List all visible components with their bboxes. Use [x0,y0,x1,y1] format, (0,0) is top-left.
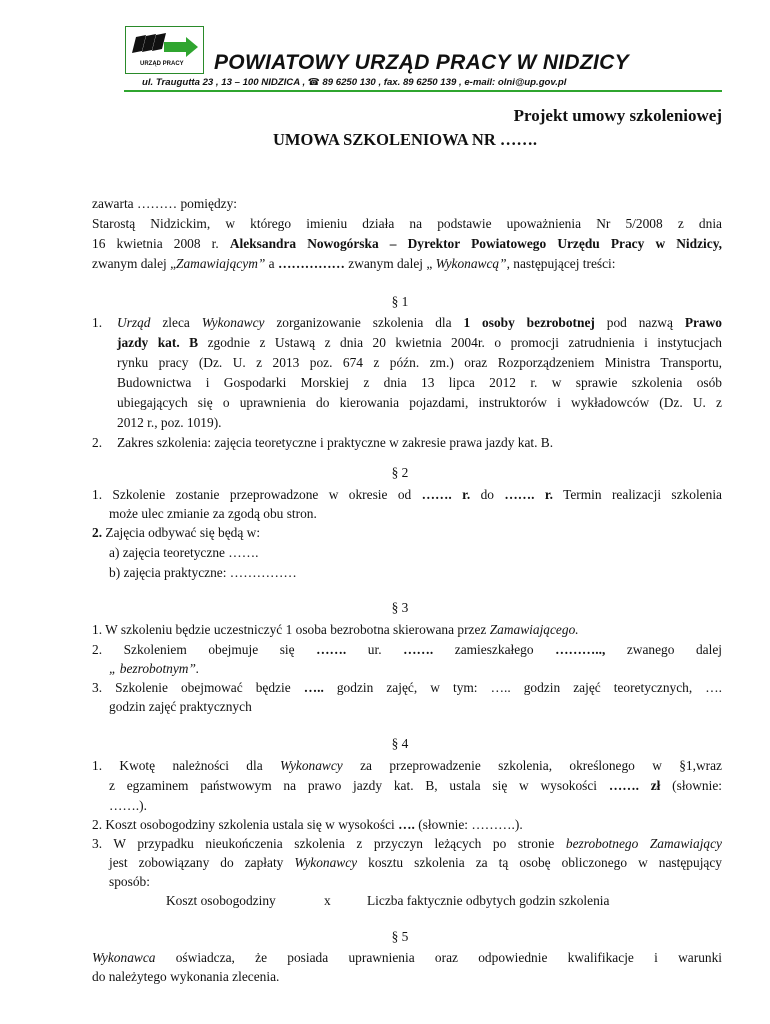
formula-hour-cost: Koszt osobogodziny [166,893,276,908]
s1-item-2: Zakres szkolenia: zajęcia teoretyczne i praktyczne w zakresie prawa jazdy kat. B. [117,435,554,450]
text: kosztu szkolenia za tą osobę obliczonego w następujący [357,855,722,870]
term-contractor: Wykonawca [92,950,156,965]
intro-line-3 [92,234,722,254]
term-unemployed: „ bezrobotnym”. [109,661,200,676]
date-blank: ……. r. [421,487,471,502]
s3-item-1 [92,620,579,640]
text: Termin realizacji szkolenia [552,487,722,502]
s5-line-2: do należytego wykonania zlecenia. [92,969,280,984]
intro-text: zwanym dalej „ [344,256,436,271]
section-2-heading: § 2 [391,465,409,480]
org-name: POWIATOWY URZĄD PRACY W NIDZICY [214,51,629,74]
contract-title: UMOWA SZKOLENIOWA NR ……. [272,130,538,149]
text: (słownie: ……….). [414,817,523,832]
s3-item-3-line-1 [92,678,722,698]
text: 1. Kwotę należności dla [92,758,281,773]
section-5-heading: § 5 [391,929,409,944]
s3-item-3-line-2: godzin zajęć praktycznych [109,699,252,714]
s4-item-1-line-2 [109,776,722,796]
intro-blank: …………… [277,256,345,271]
s5-line-1 [92,948,722,968]
text: 2. Koszt osobogodziny szkolenia ustala się w wysokości [92,817,399,832]
org-address: ul. Traugutta 23 , 13 – 100 NIDZICA , ☎ 89 6250 130 , fax. 89 6250 139 , e-mail: olni@up.gov.pl [142,77,567,88]
text: 1. Szkolenie zostanie przeprowadzone w okresie od [92,487,422,502]
logo-arrows-icon [126,27,203,73]
intro-contractor: Wykonawcą” [435,256,507,271]
term-contractor: Wykonawcy [280,758,343,773]
term-ordering-party: Zamawiającego. [489,622,579,637]
text: zleca [150,315,202,330]
office-logo [125,26,204,74]
s3-item-2-line-2 [109,659,199,679]
blank: ….. [303,680,324,695]
s2-item-1-line-1 [92,485,722,505]
course-name: jazdy kat. B [117,335,199,350]
blank: …. [398,817,415,832]
header-rule [124,90,722,92]
text: pod nazwą [594,315,685,330]
text: Zajęcia odbywać się będą w: [102,525,261,540]
intro-line-4 [92,254,616,274]
text: 3. W przypadku nieukończenia szkolenia z przyczyn leżących po stronie [92,836,566,851]
s2-item-2a: a) zajęcia teoretyczne ……. [109,545,259,560]
logo-text: URZĄD PRACY [140,61,184,67]
s1-item-1-line-2 [117,333,722,353]
s1-item-2-number: 2. [92,435,103,450]
blank: ……….., [555,642,606,657]
s2-item-2b: b) zajęcia praktyczne: …………… [109,565,297,580]
text: oświadcza, że posiada uprawnienia oraz odpowiednie kwalifikacje i warunki [155,950,722,965]
text: z egzaminem państwowym na prawo jazdy kat. B, ustala się w wysokości [109,778,609,793]
text: jest zobowiązany do zapłaty [109,855,295,870]
s1-item-1-line-4: Budownictwa i Gospodarki Morskiej z dnia 13 lipca 2012 r. w sprawie szkolenia osób [117,375,722,390]
intro-line-2: Starostą Nidzickim, w którego imieniu działa na podstawie upoważnienia Nr 5/2008 z dnia [92,216,722,231]
text: zorganizowanie szkolenia dla [264,315,464,330]
intro-line-1: zawarta ……… pomiędzy: [92,196,238,211]
term-office: Urząd [117,315,151,330]
section-4-heading: § 4 [391,736,409,751]
term-contractor: Wykonawcy [201,315,265,330]
s4-item-1-line-3: …….). [109,798,147,813]
text: ur. [346,642,404,657]
director-name: Aleksandra Nowogórska – Dyrektor Powiatowego Urzędu Pracy w Nidzicy, [229,236,722,251]
text: 3. Szkolenie obejmować będzie [92,680,304,695]
participants-count: 1 osoby bezrobotnej [463,315,595,330]
text: (słownie: [660,778,723,793]
s4-item-3-line-1 [92,834,722,854]
s4-item-1-line-1 [92,756,722,776]
s2-item-1-line-2: może ulec zmianie za zgodą obu stron. [109,506,317,521]
text: 1. W szkoleniu będzie uczestniczyć 1 osoba bezrobotna skierowana przez [92,622,490,637]
intro-text: , następującej treści: [506,256,616,271]
item-number: 2. [92,525,103,540]
text: za przeprowadzenie szkolenia, określonego w §1,wraz [342,758,722,773]
date-blank: ……. r. [504,487,553,502]
s4-item-2 [92,815,523,835]
text: godzin zajęć, w tym: ….. godzin zajęć teoretycznych, …. [323,680,722,695]
intro-date: 16 kwietnia 2008 r. [92,236,230,251]
s3-item-2-line-1 [92,640,722,660]
text: zwanego dalej [605,642,723,657]
section-1-heading: § 1 [391,294,409,309]
amount-blank: ……. zł [608,778,661,793]
text: zgodnie z Ustawą z dnia 20 kwietnia 2004r. o promocji zatrudnienia i instytucjach [198,335,722,350]
term-contractor: Wykonawcy [294,855,358,870]
blank: ……. [403,642,434,657]
s1-item-1-line-5: ubiegających się o uprawnienia do kierowania pojazdami, instruktorów i wykładowców (Dz. U. z [117,395,722,410]
intro-text: a [265,256,278,271]
intro-ordering-party: Zamawiającym” [176,256,266,271]
text: 2. Szkoleniem obejmuje się [92,642,317,657]
section-3-heading: § 3 [391,600,409,615]
course-name: Prawo [684,315,722,330]
s1-item-1-line-1 [117,313,722,333]
formula-multiply: x [324,893,331,908]
s4-item-3-line-2 [109,853,722,873]
text: do [470,487,505,502]
text: zamieszkałego [433,642,556,657]
s2-item-2 [92,523,260,543]
s1-item-1-line-6: 2012 r., poz. 1019). [117,415,222,430]
project-title: Projekt umowy szkoleniowej [513,106,722,125]
term-unemployed-ordering-party: bezrobotnego Zamawiający [565,836,722,851]
blank: ……. [316,642,347,657]
s4-item-3-line-3: sposób: [109,874,150,889]
s1-item-1-number: 1. [92,315,103,330]
intro-text: zwanym dalej „ [92,256,177,271]
s1-item-1-line-3: rynku pracy (Dz. U. z 2013 poz. 674 z późn. zm.) oraz Rozporządzeniem Ministra Transportu, [117,355,722,370]
formula-hours: Liczba faktycznie odbytych godzin szkolenia [367,893,610,908]
